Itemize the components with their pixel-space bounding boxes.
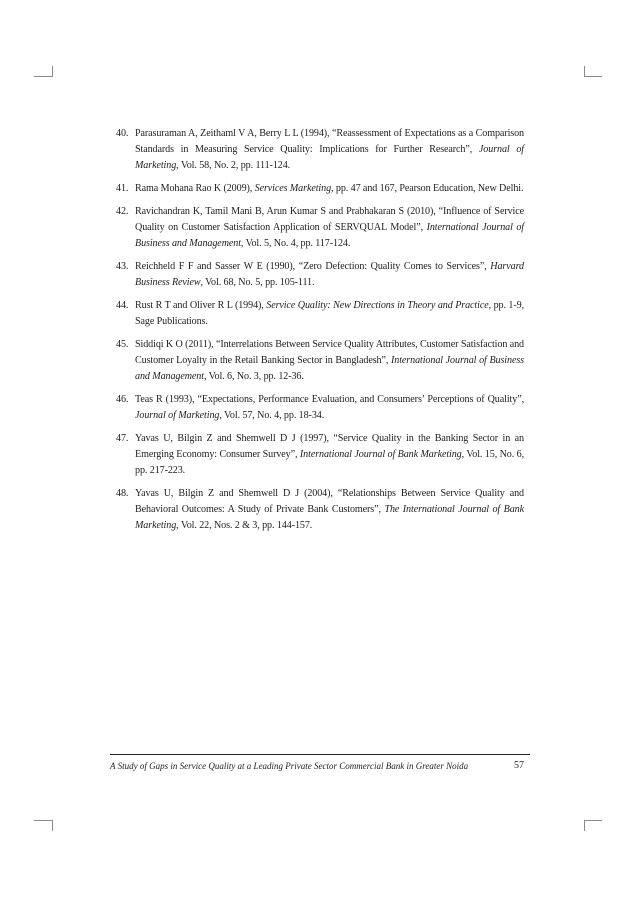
- reference-text: [135, 339, 524, 382]
- reference-item: [116, 204, 524, 252]
- reference-item: [116, 259, 524, 291]
- reference-text: [135, 300, 524, 327]
- reference-number: 42.: [116, 206, 129, 217]
- reference-source-title: Service Quality: New Directions in Theory and Practice: [266, 300, 489, 311]
- reference-text: [135, 394, 524, 421]
- reference-source-title: International Journal of Bank Marketing: [299, 449, 462, 460]
- reference-source-title: Services Marketing: [254, 183, 332, 194]
- reference-text: [135, 128, 524, 171]
- reference-source-title: International Journal of Business and Management: [135, 355, 524, 382]
- reference-number: 46.: [116, 394, 129, 405]
- reference-item: [116, 126, 524, 174]
- reference-text-segment: Yavas U, Bilgin Z and Shemwell D J (2004), “Relationships Between Service Quality and Behavioral Outcomes: A Study of Private Bank Customers”,: [135, 488, 524, 515]
- reference-text-segment: , pp. 47 and 167, Pearson Education, New Delhi.: [331, 183, 524, 194]
- reference-number: 44.: [116, 300, 129, 311]
- reference-number: 41.: [116, 183, 129, 194]
- reference-text-segment: , Vol. 58, No. 2, pp. 111-124.: [176, 160, 291, 171]
- reference-source-title: The International Journal of Bank Marketing: [135, 504, 524, 531]
- reference-text-segment: Reichheld F F and Sasser W E (1990), “Zero Defection: Quality Comes to Services”,: [135, 261, 491, 272]
- reference-text-segment: Parasuraman A, Zeithaml V A, Berry L L (1994), “Reassessment of Expectations as a Comparison Standards in Measuring Service Quality: Implications for Further Research”,: [135, 128, 524, 155]
- reference-item: [116, 392, 524, 424]
- reference-number: 45.: [116, 339, 129, 350]
- running-footer-title: A Study of Gaps in Service Quality at a Leading Private Sector Commercial Bank in Greater Noida: [110, 761, 469, 771]
- reference-text-segment: , Vol. 57, No. 4, pp. 18-34.: [219, 410, 325, 421]
- reference-item: [116, 337, 524, 385]
- reference-text-segment: , pp. 1-9, Sage Publications.: [135, 300, 524, 327]
- page-number: 57: [514, 760, 524, 771]
- reference-text-segment: , Vol. 22, Nos. 2 & 3, pp. 144-157.: [176, 520, 313, 531]
- reference-number: 48.: [116, 488, 129, 499]
- reference-text-segment: Yavas U, Bilgin Z and Shemwell D J (1997), “Service Quality in the Banking Sector in an Emerging Economy: Consumer Survey”,: [135, 433, 524, 460]
- footer-rule: [110, 754, 530, 755]
- reference-item: [116, 486, 524, 534]
- reference-text-segment: , Vol. 5, No. 4, pp. 117-124.: [240, 238, 351, 249]
- reference-number: 47.: [116, 433, 129, 444]
- reference-text-segment: Siddiqi K O (2011), “Interrelations Between Service Quality Attributes, Customer Satisfaction and Customer Loyalty in the Retail Banking Sector in Bangladesh”,: [135, 339, 524, 366]
- reference-item: [116, 431, 524, 479]
- reference-text-segment: , Vol. 6, No. 3, pp. 12-36.: [203, 371, 304, 382]
- reference-text-segment: Rama Mohana Rao K (2009),: [135, 183, 255, 194]
- reference-text-segment: , Vol. 68, No. 5, pp. 105-111.: [200, 277, 315, 288]
- reference-text: [135, 206, 524, 249]
- reference-text-segment: Ravichandran K, Tamil Mani B, Arun Kumar S and Prabhakaran S (2010), “Influence of Service Quality on Customer Satisfaction Application of SERVQUAL Model”,: [135, 206, 524, 233]
- reference-text-segment: Teas R (1993), “Expectations, Performance Evaluation, and Consumers’ Perceptions of Quality”,: [135, 394, 524, 405]
- reference-text: [135, 183, 523, 194]
- reference-text: [135, 433, 524, 476]
- reference-list: [116, 126, 524, 541]
- reference-item: [116, 298, 524, 330]
- reference-source-title: Journal of Marketing: [135, 144, 524, 171]
- reference-number: 40.: [116, 128, 129, 139]
- reference-text: [135, 261, 524, 288]
- reference-item: [116, 181, 524, 197]
- reference-text-segment: Rust R T and Oliver R L (1994),: [135, 300, 267, 311]
- reference-source-title: Harvard Business Review: [135, 261, 524, 288]
- reference-source-title: International Journal of Business and Management: [135, 222, 524, 249]
- reference-source-title: Journal of Marketing: [135, 410, 220, 421]
- reference-number: 43.: [116, 261, 129, 272]
- reference-text: [135, 488, 524, 531]
- reference-text-segment: , Vol. 15, No. 6, pp. 217-223.: [135, 449, 524, 476]
